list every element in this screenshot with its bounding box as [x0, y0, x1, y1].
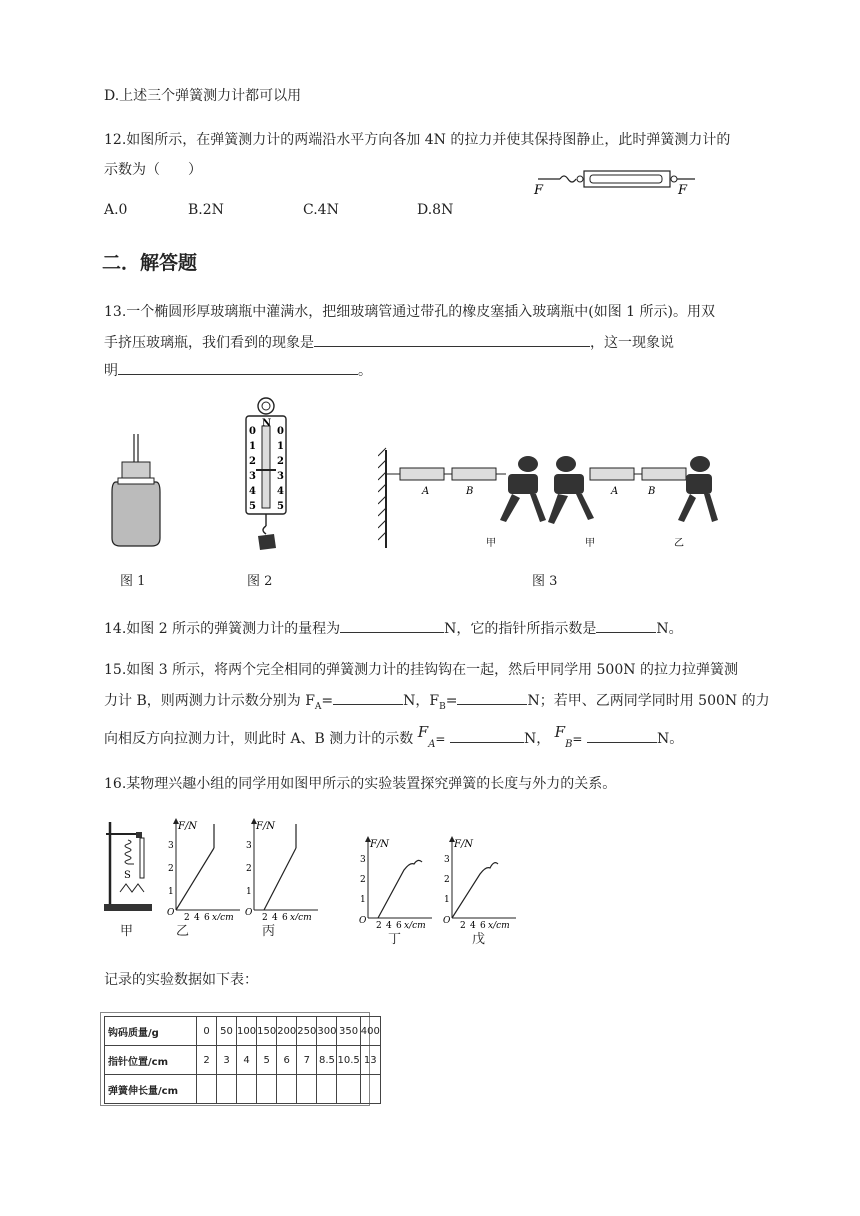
table-cell: 100	[237, 1017, 257, 1046]
svg-text:6: 6	[204, 913, 210, 920]
q15-line2-mid: N，F	[403, 693, 440, 709]
svg-text:甲: 甲	[585, 538, 595, 549]
table-input-cell[interactable]	[217, 1075, 237, 1104]
svg-text:2: 2	[168, 864, 174, 874]
svg-text:1: 1	[360, 895, 366, 905]
svg-text:2: 2	[277, 456, 284, 467]
table-cell: 8.5	[317, 1046, 337, 1075]
svg-text:5: 5	[277, 501, 284, 512]
q15-line3	[104, 723, 684, 755]
q12-option-d: D.8N	[417, 202, 454, 218]
q14-line	[104, 618, 683, 639]
q12-line2: 示数为（ ）	[104, 162, 202, 178]
apparatus-s-mark: S	[124, 870, 131, 881]
section-title: 二．解答题	[102, 252, 198, 274]
svg-text:x/cm: x/cm	[290, 913, 312, 920]
svg-text:2: 2	[184, 913, 190, 920]
graph-yi	[156, 816, 242, 920]
table-cell: 13	[360, 1046, 380, 1075]
table-cell: 10.5	[337, 1046, 360, 1075]
q15-fa-prime-blank[interactable]	[450, 728, 524, 743]
q13-answer-blank-1[interactable]	[314, 332, 590, 347]
svg-text:F/N: F/N	[178, 821, 198, 832]
svg-text:x/cm: x/cm	[404, 921, 426, 930]
svg-text:甲: 甲	[486, 538, 496, 549]
table-cell: 6	[277, 1046, 297, 1075]
svg-text:2: 2	[360, 875, 366, 885]
q15-line1: 15.如图 3 所示，将两个完全相同的弹簧测力计的挂钩钩在一起，然后甲同学用 500N 的拉力拉弹簧测	[104, 662, 738, 678]
fig2-spring-scale	[240, 396, 292, 554]
table-cell: 250	[297, 1017, 317, 1046]
q13-line3	[104, 360, 372, 381]
svg-text:F/N: F/N	[454, 839, 474, 850]
table-row-mass	[105, 1017, 381, 1046]
q15-sub-b: B	[439, 701, 446, 712]
q13-answer-blank-2[interactable]	[118, 360, 358, 375]
svg-text:O: O	[245, 908, 253, 918]
table-intro: 记录的实验数据如下表：	[104, 972, 258, 988]
q14-range-blank[interactable]	[340, 618, 444, 633]
graph-caption-wu: 戊	[472, 932, 486, 947]
q15-line2-tail: N；若甲、乙两同学同时用 500N 的力	[527, 693, 770, 709]
q13-line3-tail: 。	[358, 363, 372, 379]
svg-text:O: O	[359, 916, 367, 926]
svg-text:1: 1	[246, 887, 252, 897]
table-input-cell[interactable]	[197, 1075, 217, 1104]
svg-text:3: 3	[360, 855, 366, 865]
row-header-position: 指针位置/cm	[105, 1046, 197, 1075]
graph-ding	[348, 834, 434, 930]
svg-text:5: 5	[249, 501, 256, 512]
svg-text:2: 2	[460, 921, 466, 930]
q12-force-left-label: F	[534, 183, 544, 198]
q15-eq-a: =	[321, 693, 334, 709]
q16-apparatus	[100, 818, 156, 914]
q15-line3-mid: N，	[523, 731, 551, 747]
q14-reading-blank[interactable]	[596, 618, 656, 633]
q12-option-b: B.2N	[188, 202, 224, 218]
svg-text:0: 0	[277, 426, 284, 437]
graph-wu	[432, 834, 518, 930]
svg-text:O: O	[443, 916, 451, 926]
svg-text:2: 2	[376, 921, 382, 930]
svg-text:1: 1	[444, 895, 450, 905]
table-input-cell[interactable]	[237, 1075, 257, 1104]
svg-text:1: 1	[277, 441, 284, 452]
q15-fb-prime-blank[interactable]	[587, 728, 657, 743]
fig2-n-label: N	[262, 418, 272, 429]
svg-text:2: 2	[246, 864, 252, 874]
svg-text:x/cm: x/cm	[488, 921, 510, 930]
q13-line2	[104, 332, 674, 353]
row-header-mass: 钩码质量/g	[105, 1017, 197, 1046]
table-cell: 4	[237, 1046, 257, 1075]
table-cell: 350	[337, 1017, 360, 1046]
table-cell: 400	[360, 1017, 380, 1046]
fig3-caption: 图 3	[532, 574, 558, 589]
data-table	[104, 1016, 381, 1104]
table-input-cell[interactable]	[257, 1075, 277, 1104]
q12-line1: 12.如图所示，在弹簧测力计的两端沿水平方向各加 4N 的拉力并使其保持图静止，此时弹簧测力计的	[104, 132, 731, 148]
q13-line2-text: 手挤压玻璃瓶，我们看到的现象是	[104, 335, 314, 351]
q12-spring-scale-figure	[530, 162, 700, 198]
svg-text:4: 4	[272, 913, 278, 920]
svg-text:A: A	[611, 486, 619, 497]
svg-text:4: 4	[386, 921, 392, 930]
q15-line3-text: 向相反方向拉测力计，则此时 A、B 测力计的示数	[104, 731, 414, 747]
table-cell: 0	[197, 1017, 217, 1046]
svg-text:F/N: F/N	[370, 839, 390, 850]
table-input-cell[interactable]	[277, 1075, 297, 1104]
svg-text:B: B	[648, 486, 656, 497]
table-cell: 300	[317, 1017, 337, 1046]
q13-line1: 13.一个椭圆形厚玻璃瓶中灌满水，把细玻璃管通过带孔的橡皮塞插入玻璃瓶中(如图 1 所示)。用双	[104, 304, 715, 320]
svg-text:0: 0	[249, 426, 256, 437]
svg-text:F/N: F/N	[256, 821, 276, 832]
svg-text:A: A	[422, 486, 430, 497]
q15-fb-prime: $F_B=$	[554, 723, 583, 750]
svg-text:3: 3	[168, 841, 174, 851]
q15-line2-text: 力计 B，则两测力计示数分别为 F	[104, 693, 315, 709]
q16-text: 16.某物理兴趣小组的同学用如图甲所示的实验装置探究弹簧的长度与外力的关系。	[104, 776, 617, 792]
table-input-cell[interactable]	[337, 1075, 360, 1104]
q12-force-right-label: F	[678, 183, 688, 198]
q12-option-c: C.4N	[303, 202, 339, 218]
graph-caption-jia: 甲	[120, 924, 134, 939]
fig1-bottle	[108, 432, 164, 552]
q11-option-d: D.上述三个弹簧测力计都可以用	[104, 88, 302, 104]
q14-text-a: 14.如图 2 所示的弹簧测力计的量程为	[104, 621, 341, 637]
graph-caption-yi: 乙	[176, 924, 190, 939]
svg-text:4: 4	[470, 921, 476, 930]
table-cell: 7	[297, 1046, 317, 1075]
svg-text:4: 4	[277, 486, 284, 497]
q15-line3-tail: N。	[656, 731, 684, 747]
table-row-position	[105, 1046, 381, 1075]
table-cell: 5	[257, 1046, 277, 1075]
svg-text:4: 4	[249, 486, 256, 497]
table-cell: 2	[197, 1046, 217, 1075]
svg-text:x/cm: x/cm	[212, 913, 234, 920]
q14-text-c: N。	[656, 621, 683, 637]
graph-caption-bing: 丙	[262, 924, 276, 939]
svg-text:2: 2	[444, 875, 450, 885]
graph-caption-ding: 丁	[388, 932, 402, 947]
table-input-cell[interactable]	[297, 1075, 317, 1104]
graph-bing	[234, 816, 320, 920]
q14-text-b: N，它的指针所指示数是	[444, 621, 597, 637]
svg-text:2: 2	[262, 913, 268, 920]
svg-text:3: 3	[249, 471, 256, 482]
svg-text:3: 3	[246, 841, 252, 851]
q15-line2	[104, 690, 770, 717]
svg-text:4: 4	[194, 913, 200, 920]
q15-fb-blank[interactable]	[457, 690, 527, 705]
svg-text:3: 3	[277, 471, 284, 482]
table-row-extension	[105, 1075, 381, 1104]
fig2-caption: 图 2	[247, 574, 273, 589]
row-header-extension: 弹簧伸长量/cm	[105, 1075, 197, 1104]
svg-text:6: 6	[282, 913, 288, 920]
svg-text:1: 1	[168, 887, 174, 897]
q15-fa-blank[interactable]	[333, 690, 403, 705]
svg-text:6: 6	[480, 921, 486, 930]
fig1-caption: 图 1	[120, 574, 146, 589]
q15-fa-prime: $F_A=$	[417, 723, 446, 750]
table-input-cell[interactable]	[317, 1075, 337, 1104]
fig3-tug-of-war	[378, 446, 718, 552]
svg-text:1: 1	[249, 441, 256, 452]
table-input-cell[interactable]	[360, 1075, 380, 1104]
table-cell: 200	[277, 1017, 297, 1046]
svg-text:O: O	[167, 908, 175, 918]
table-cell: 50	[217, 1017, 237, 1046]
svg-text:6: 6	[396, 921, 402, 930]
svg-text:2: 2	[249, 456, 256, 467]
q15-eq-b: =	[445, 693, 458, 709]
svg-text:B: B	[466, 486, 474, 497]
svg-text:3: 3	[444, 855, 450, 865]
svg-text:乙: 乙	[674, 538, 684, 549]
table-cell: 3	[217, 1046, 237, 1075]
q12-option-a: A.0	[104, 202, 128, 218]
q13-line2-tail: ，这一现象说	[590, 335, 674, 351]
table-cell: 150	[257, 1017, 277, 1046]
q13-line3-text: 明	[104, 363, 118, 379]
q15-sub-a: A	[314, 701, 322, 712]
